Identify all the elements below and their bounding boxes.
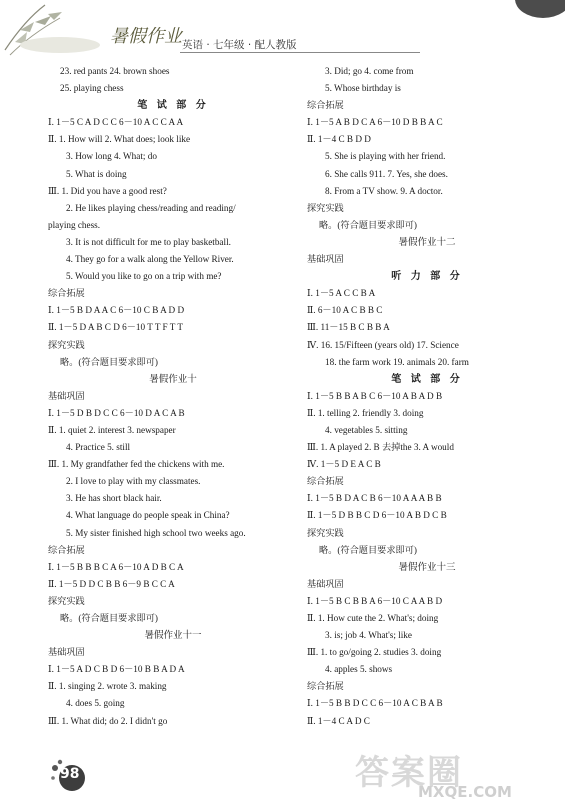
answer-line: Ⅰ. 1－5 A C C B A (307, 288, 376, 299)
answer-line: Ⅰ. 1－5 B B B C A 6－10 A D B C A (48, 561, 184, 572)
answer-line: Ⅲ. 11－15 B C B B A (307, 322, 390, 333)
answer-line: Ⅱ. 1－5 D D C B B 6－9 B C C A (48, 578, 175, 589)
answer-line: 3. It is not difficult for me to play basketball. (66, 236, 231, 247)
section-heading: 基础巩固 (307, 254, 344, 266)
right-answer-column (307, 63, 547, 730)
answer-line: 4. vegetables 5. sitting (325, 424, 408, 435)
assignment-title: 暑假作业十三 (398, 561, 456, 573)
answer-line: 3. is; job 4. What's; like (325, 630, 412, 641)
answer-line: 5. What is doing (66, 168, 127, 179)
answer-line: Ⅰ. 1－5 A B D C A 6－10 D B B A C (307, 117, 443, 128)
answer-line: Ⅰ. 1－5 B D A A C 6－10 C B A D D (48, 305, 185, 316)
answer-line: 4. apples 5. shows (325, 664, 393, 675)
assignment-title: 暑假作业十二 (398, 236, 456, 248)
answer-line: 4. What language do people speak in China? (66, 510, 230, 521)
answer-line: Ⅰ. 1－5 B B A B C 6－10 A B A D B (307, 390, 443, 401)
answer-line: Ⅱ. 1. quiet 2. interest 3. newspaper (48, 424, 176, 435)
answer-line: 4. They go for a walk along the Yellow River. (66, 254, 234, 265)
answer-line: 5. Whose birthday is (325, 83, 401, 94)
answer-line: Ⅰ. 1－5 A D C B D 6－10 B B A D A (48, 664, 185, 675)
answer-line: Ⅱ. 1－4 C B D D (307, 134, 371, 145)
section-heading: 基础巩固 (48, 647, 85, 659)
corner-decoration (515, 0, 565, 18)
answer-line: 3. Did; go 4. come from (325, 66, 414, 76)
answer-line: Ⅰ. 1－5 B C B B A 6－10 C A A B D (307, 595, 443, 606)
answer-line: Ⅲ. 1. My grandfather fed the chickens with me. (48, 459, 225, 470)
answer-line: Ⅲ. 1. What did; do 2. I didn't go (48, 715, 168, 726)
answer-line: 5. Would you like to go on a trip with me? (66, 271, 222, 282)
answer-line: Ⅲ. 1. Did you have a good rest? (48, 185, 167, 196)
assignment-title: 暑假作业十一 (144, 630, 202, 642)
answer-line: playing chess. (48, 219, 101, 230)
assignment-title: 暑假作业十 (149, 373, 197, 385)
page-header (0, 0, 565, 60)
answer-line: 6. She calls 911. 7. Yes, she does. (325, 168, 448, 179)
answer-line: Ⅱ. 6－10 A C B B C (307, 305, 383, 316)
answer-line: Ⅰ. 1－5 B D A C B 6－10 A A A B B (307, 493, 442, 504)
answer-line: 8. From a TV show. 9. A doctor. (325, 185, 443, 196)
section-heading: 探究实践 (307, 202, 344, 214)
page-number: 98 (60, 766, 80, 782)
answer-line: 略。(符合题目要求即可) (319, 544, 417, 555)
answer-line: 略。(符合题目要求即可) (60, 613, 158, 623)
answer-line: Ⅱ. 1－5 D A B C D 6－10 T T F T T (48, 322, 183, 333)
answer-line: 18. the farm work 19. animals 20. farm (325, 356, 469, 367)
answer-line: Ⅱ. 1－5 D B B C D 6－10 A B D C B (307, 510, 447, 521)
answer-line: 5. She is playing with her friend. (325, 151, 446, 162)
watermark-url: MXQE.COM (418, 783, 512, 801)
header-divider (180, 52, 420, 53)
answer-line: Ⅰ. 1－5 B B D C C 6－10 A C B A B (307, 698, 443, 709)
answer-line: 23. red pants 24. brown shoes (60, 66, 170, 76)
section-heading: 综合拓展 (307, 681, 344, 693)
section-heading: 探究实践 (48, 339, 85, 351)
answer-line: Ⅰ. 1－5 D B D C C 6－10 D A C A B (48, 407, 185, 418)
section-heading: 综合拓展 (307, 476, 344, 488)
section-heading: 探究实践 (48, 595, 85, 607)
answer-line: 2. He likes playing chess/reading and reading/ (66, 202, 236, 213)
answer-line: 4. Practice 5. still (66, 442, 131, 453)
answer-line: 4. does 5. going (66, 698, 125, 709)
section-heading: 基础巩固 (48, 390, 85, 402)
answer-line: Ⅱ. 1. telling 2. friendly 3. doing (307, 407, 424, 418)
answer-line: Ⅲ. 1. to go/going 2. studies 3. doing (307, 647, 442, 658)
answer-line: 3. He has short black hair. (66, 493, 162, 504)
part-heading: 听 力 部 分 (391, 271, 463, 283)
left-answer-column (48, 63, 298, 730)
answer-line: Ⅱ. 1. How will 2. What does; look like (48, 134, 191, 145)
section-heading: 基础巩固 (307, 578, 344, 590)
book-subtitle: 英语 · 七年级 · 配人教版 (182, 39, 297, 51)
part-heading: 笔 试 部 分 (137, 100, 209, 112)
section-heading: 综合拓展 (48, 288, 85, 300)
answer-line: Ⅳ. 1－5 D E A C B (307, 459, 381, 470)
section-heading: 综合拓展 (48, 544, 85, 556)
answer-line: Ⅲ. 1. A played 2. B 去掉the 3. A would (307, 442, 454, 453)
answer-line: 5. My sister finished high school two weeks ago. (66, 527, 246, 538)
ink-bamboo-illustration (0, 0, 120, 60)
section-heading: 探究实践 (307, 527, 344, 539)
answer-line: 2. I love to play with my classmates. (66, 476, 201, 487)
logo-text: 暑假作业 (110, 26, 182, 47)
answer-line: 3. How long 4. What; do (66, 151, 157, 162)
answer-line: 略。(符合题目要求即可) (319, 219, 417, 230)
section-heading: 综合拓展 (307, 100, 344, 112)
answer-line: Ⅰ. 1－5 C A D C C 6－10 A C C A A (48, 117, 184, 128)
answer-line: Ⅳ. 16. 15/Fifteen (years old) 17. Science (307, 339, 459, 350)
part-heading: 笔 试 部 分 (391, 373, 463, 385)
answer-line: 略。(符合题目要求即可) (60, 356, 158, 367)
answer-line: Ⅱ. 1. singing 2. wrote 3. making (48, 681, 167, 692)
watermark-text: 答案圈 (355, 753, 463, 793)
answer-line: 25. playing chess (60, 83, 124, 94)
answer-line: Ⅱ. 1. How cute the 2. What's; doing (307, 613, 439, 623)
answer-line: Ⅱ. 1－4 C A D C (307, 715, 370, 726)
